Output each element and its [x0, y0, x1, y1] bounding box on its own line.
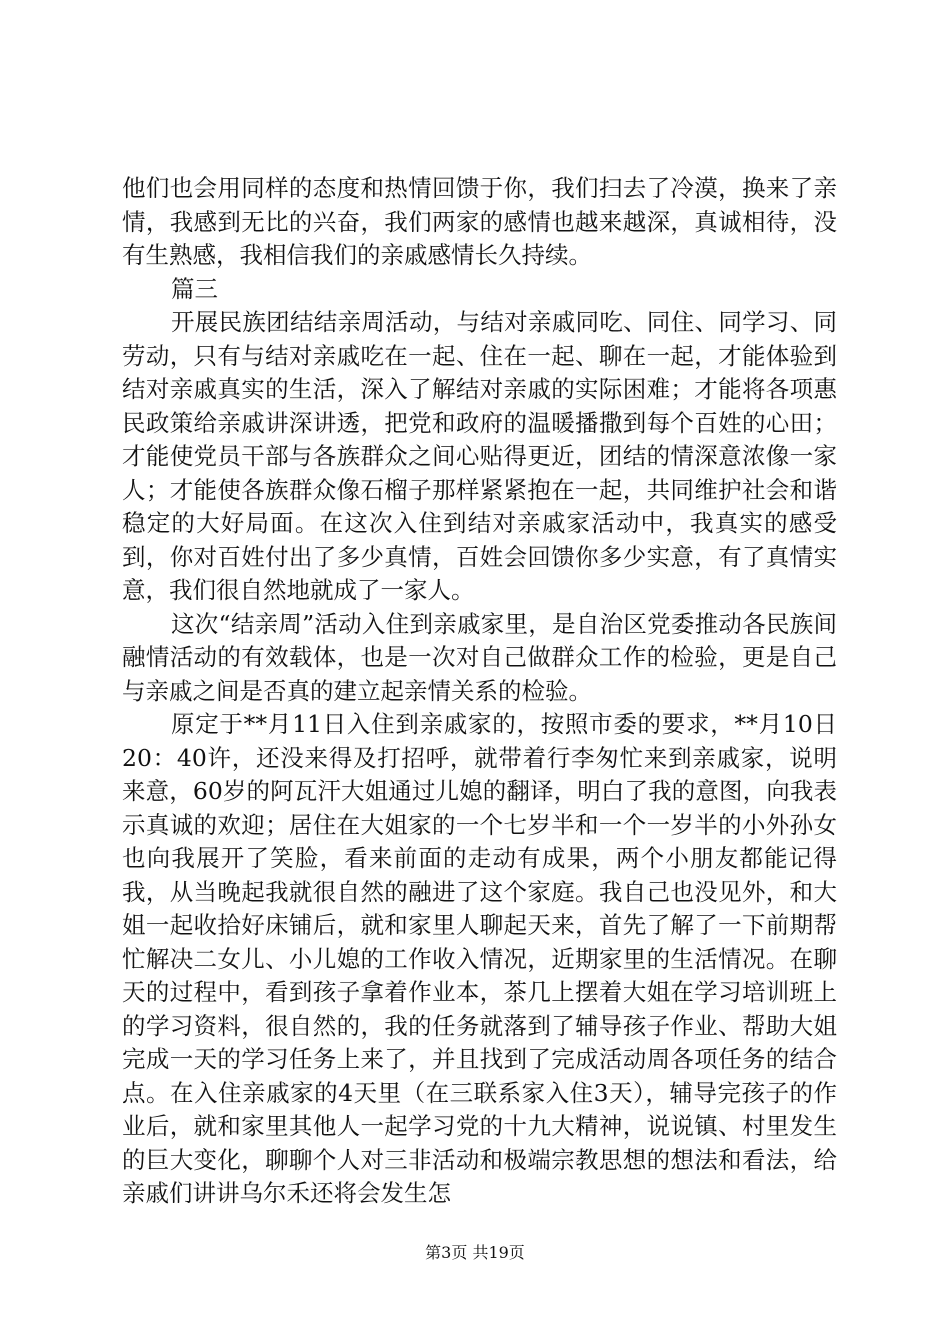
document-body — [122, 172, 837, 1211]
paragraph: 开展民族团结结亲周活动，与结对亲戚同吃、同住、同学习、同劳动，只有与结对亲戚吃在一起、住在一起、聊在一起，才能体验到结对亲戚真实的生活，深入了解结对亲戚的实际困难；才能将各项惠民政策给亲戚讲深讲透，把党和政府的温暖播撒到每个百姓的心田；才能使党员干部与各族群众之间心贴得更近，团结的情深意浓像一家人；才能使各族群众像石榴子那样紧紧抱在一起，共同维护社会和谐稳定的大好局面。在这次入住到结对亲戚家活动中，我真实的感受到，你对百姓付出了多少真情，百姓会回馈你多少实意，有了真情实意，我们很自然地就成了一家人。 — [122, 308, 837, 604]
section-heading: 篇三 — [171, 274, 218, 303]
page-number-footer: 第3页 共19页 — [425, 1243, 525, 1262]
paragraph: 这次“结亲周”活动入住到亲戚家里，是自治区党委推动各民族间融情活动的有效载体，也是一次对自己做群众工作的检验，更是自己与亲戚之间是否真的建立起亲情关系的检验。 — [122, 609, 837, 705]
paragraph: 原定于**月11日入住到亲戚家的，按照市委的要求，**月10日20：40许，还没来得及打招呼，就带着行李匆忙来到亲戚家，说明来意，60岁的阿瓦汗大姐通过儿媳的翻译，明白了我的意图，向我表示真诚的欢迎；居住在大姐家的一个七岁半和一个一岁半的小外孙女也向我展开了笑脸，看来前面的走动有成果，两个小朋友都能记得我，从当晚起我就很自然的融进了这个家庭。我自己也没见外，和大姐一起收拾好床铺后，就和家里人聊起天来，首先了解了一下前期帮忙解决二女儿、小儿媳的工作收入情况，近期家里的生活情况。在聊天的过程中，看到孩子拿着作业本，茶几上摆着大姐在学习培训班上的学习资料，很自然的，我的任务就落到了辅导孩子作业、帮助大姐完成一天的学习任务上来了，并且找到了完成活动周各项任务的结合点。在入住亲戚家的4天里（在三联系家入住3天），辅导完孩子的作业后，就和家里其他人一起学习党的十九大精神，说说镇、村里发生的巨大变化，聊聊个人对三非活动和极端宗教思想的想法和看法，给亲戚们讲讲乌尔禾还将会发生怎 — [122, 710, 837, 1207]
paragraph-continuation: 他们也会用同样的态度和热情回馈于你，我们扫去了冷漠，换来了亲情，我感到无比的兴奋，我们两家的感情也越来越深，真诚相待，没有生熟感，我相信我们的亲戚感情长久持续。 — [122, 174, 837, 269]
